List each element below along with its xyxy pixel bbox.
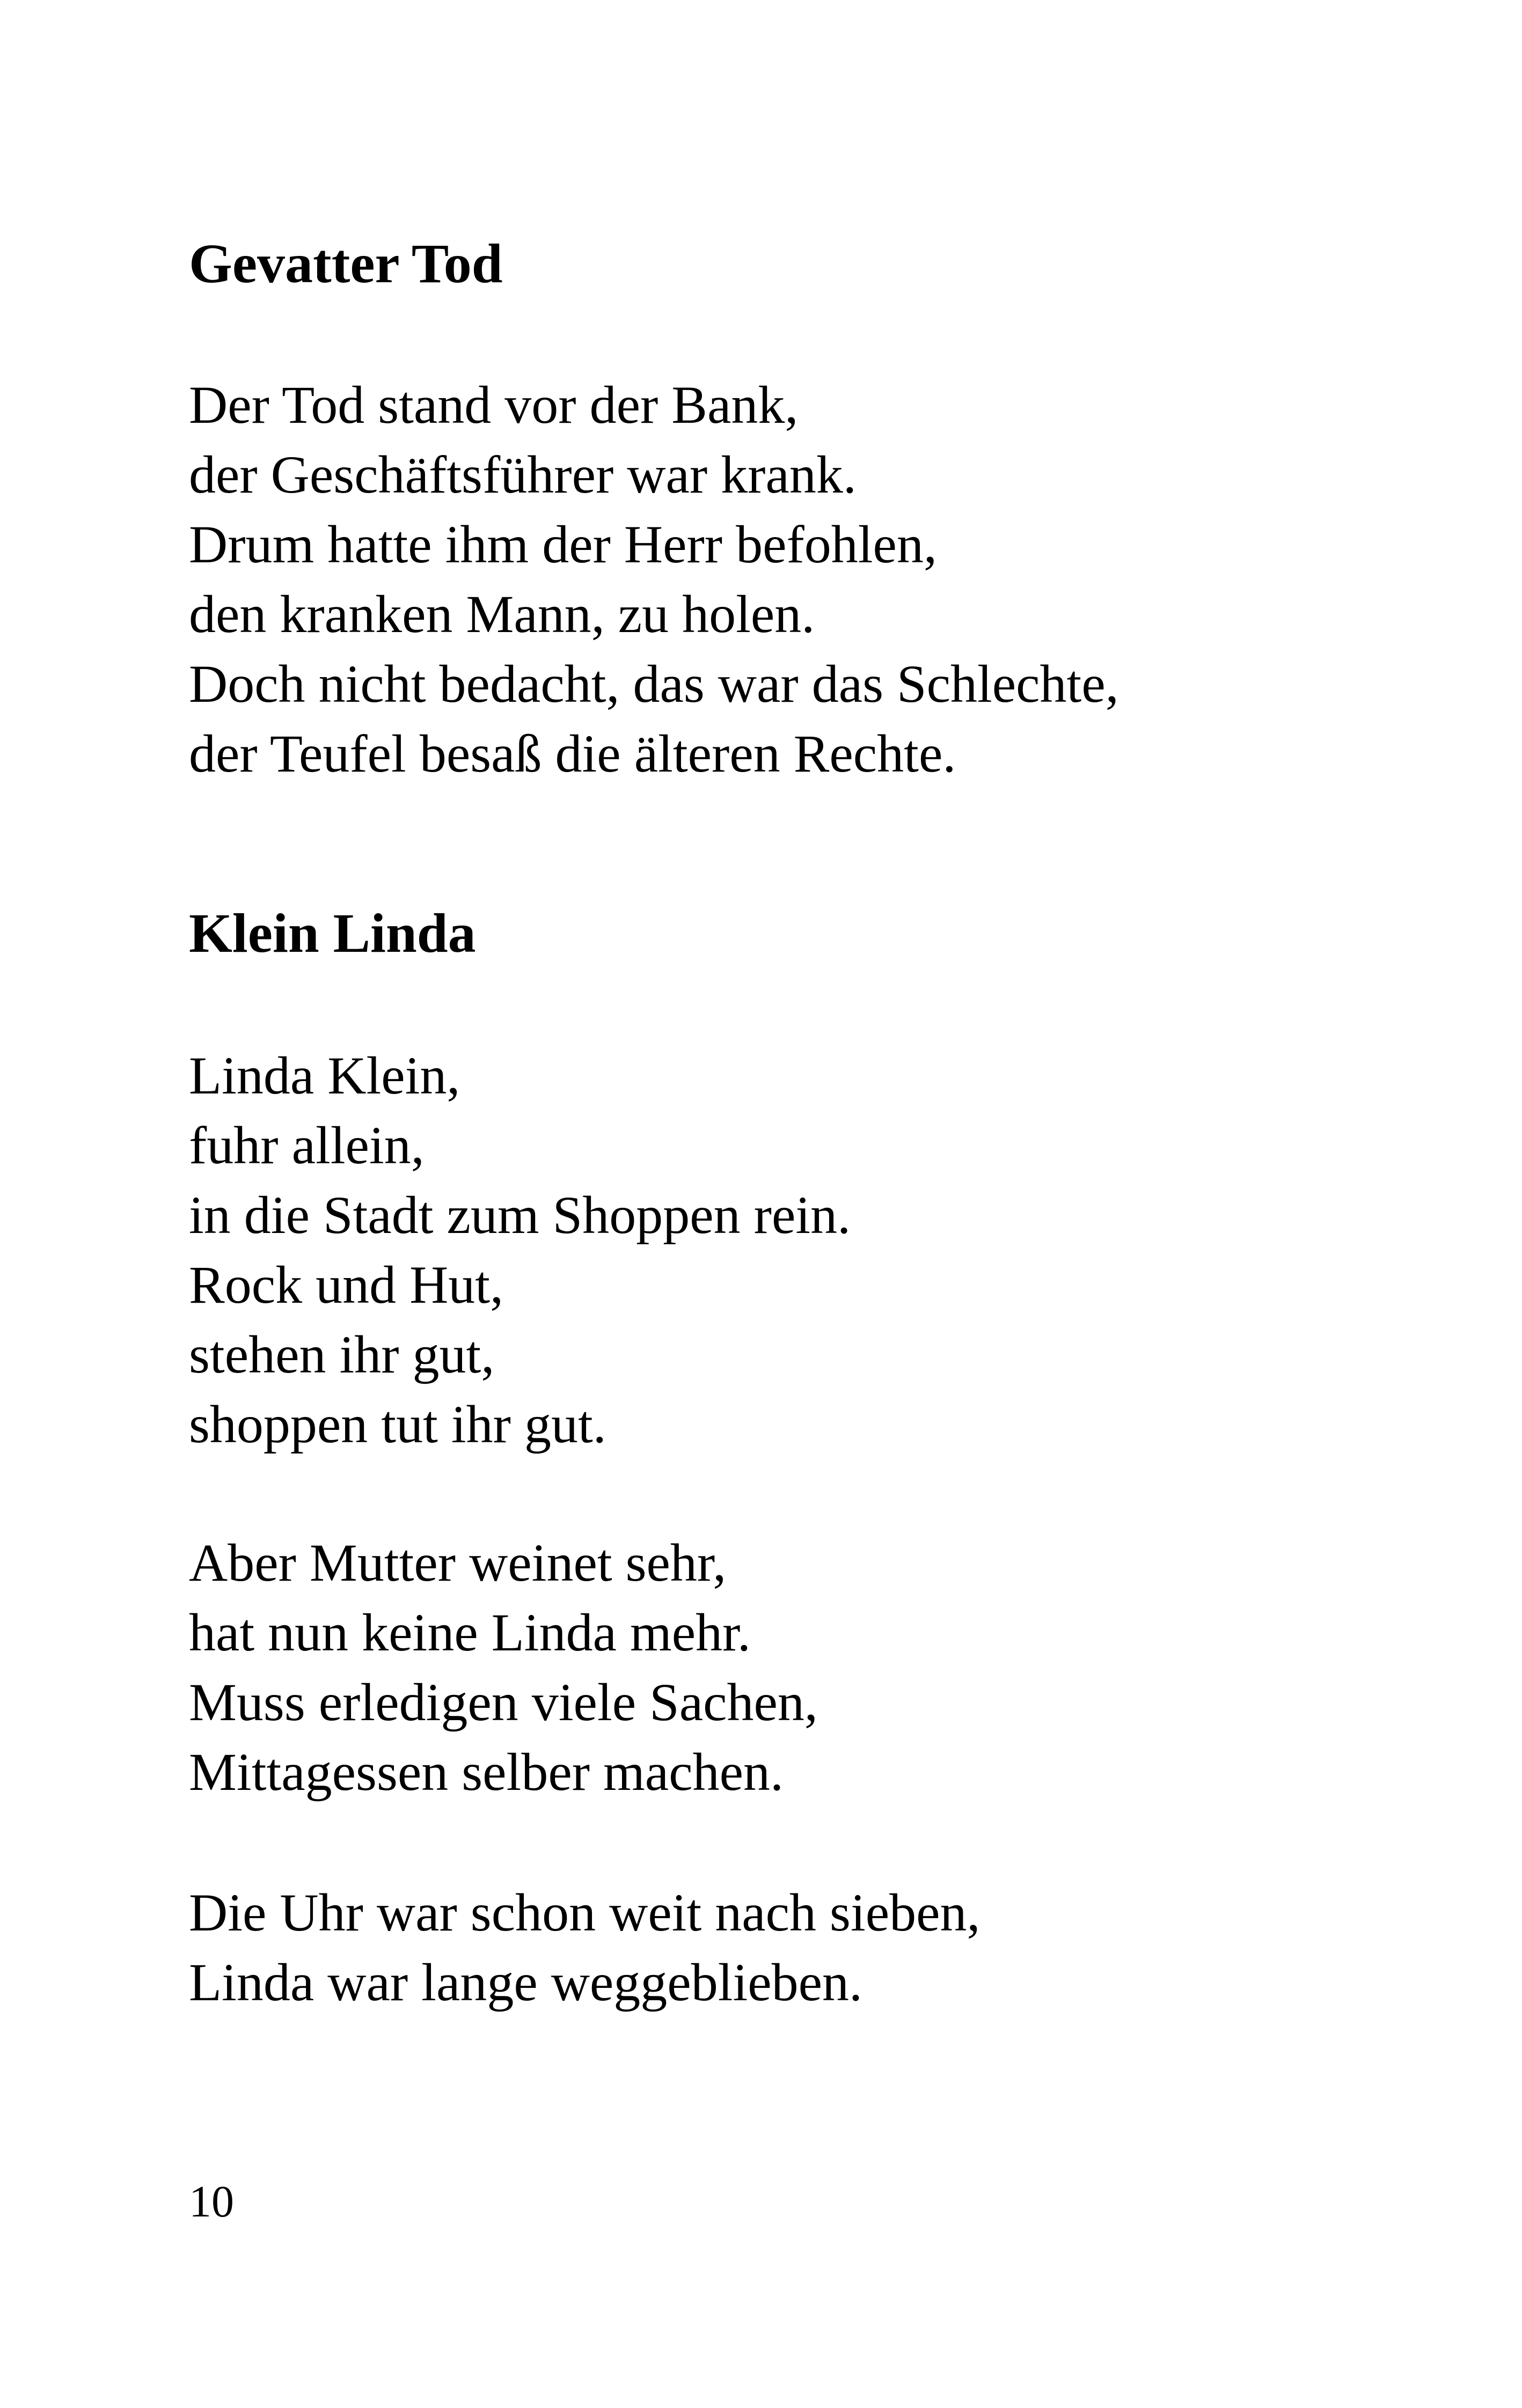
verse-line: shoppen tut ihr gut. [189, 1394, 606, 1454]
verse-line: fuhr allein, [189, 1115, 425, 1175]
verse-line: Aber Mutter weinet sehr, [189, 1533, 727, 1592]
verse-line: Drum hatte ihm der Herr befohlen, [189, 515, 937, 574]
verse-line: Die Uhr war schon weit nach sieben, [189, 1883, 980, 1942]
page-number: 10 [189, 2177, 234, 2227]
verse-line: Linda Klein, [189, 1046, 460, 1105]
verse-line: der Geschäftsführer war krank. [189, 445, 857, 504]
poem-1-stanza-1 [189, 370, 1119, 789]
verse-line: Linda war lange weggeblieben. [189, 1952, 863, 2012]
verse-line: in die Stadt zum Shoppen rein. [189, 1185, 851, 1245]
verse-line: stehen ihr gut, [189, 1325, 495, 1384]
poem-2-stanza-1 [189, 1041, 851, 1459]
poem-2-stanza-2 [189, 1528, 818, 1807]
poem-title-klein-linda: Klein Linda [189, 902, 476, 964]
verse-line: Muss erledigen viele Sachen, [189, 1672, 818, 1732]
poem-title-gevatter-tod: Gevatter Tod [189, 233, 503, 295]
verse-line: der Teufel besaß die älteren Rechte. [189, 724, 956, 783]
verse-line: Rock und Hut, [189, 1255, 504, 1315]
verse-line: Doch nicht bedacht, das war das Schlechte, [189, 654, 1119, 714]
verse-line: hat nun keine Linda mehr. [189, 1603, 751, 1662]
verse-line: Der Tod stand vor der Bank, [189, 375, 799, 435]
verse-line: den kranken Mann, zu holen. [189, 584, 815, 644]
verse-line: Mittagessen selber machen. [189, 1742, 784, 1802]
poem-2-stanza-3 [189, 1878, 980, 2017]
